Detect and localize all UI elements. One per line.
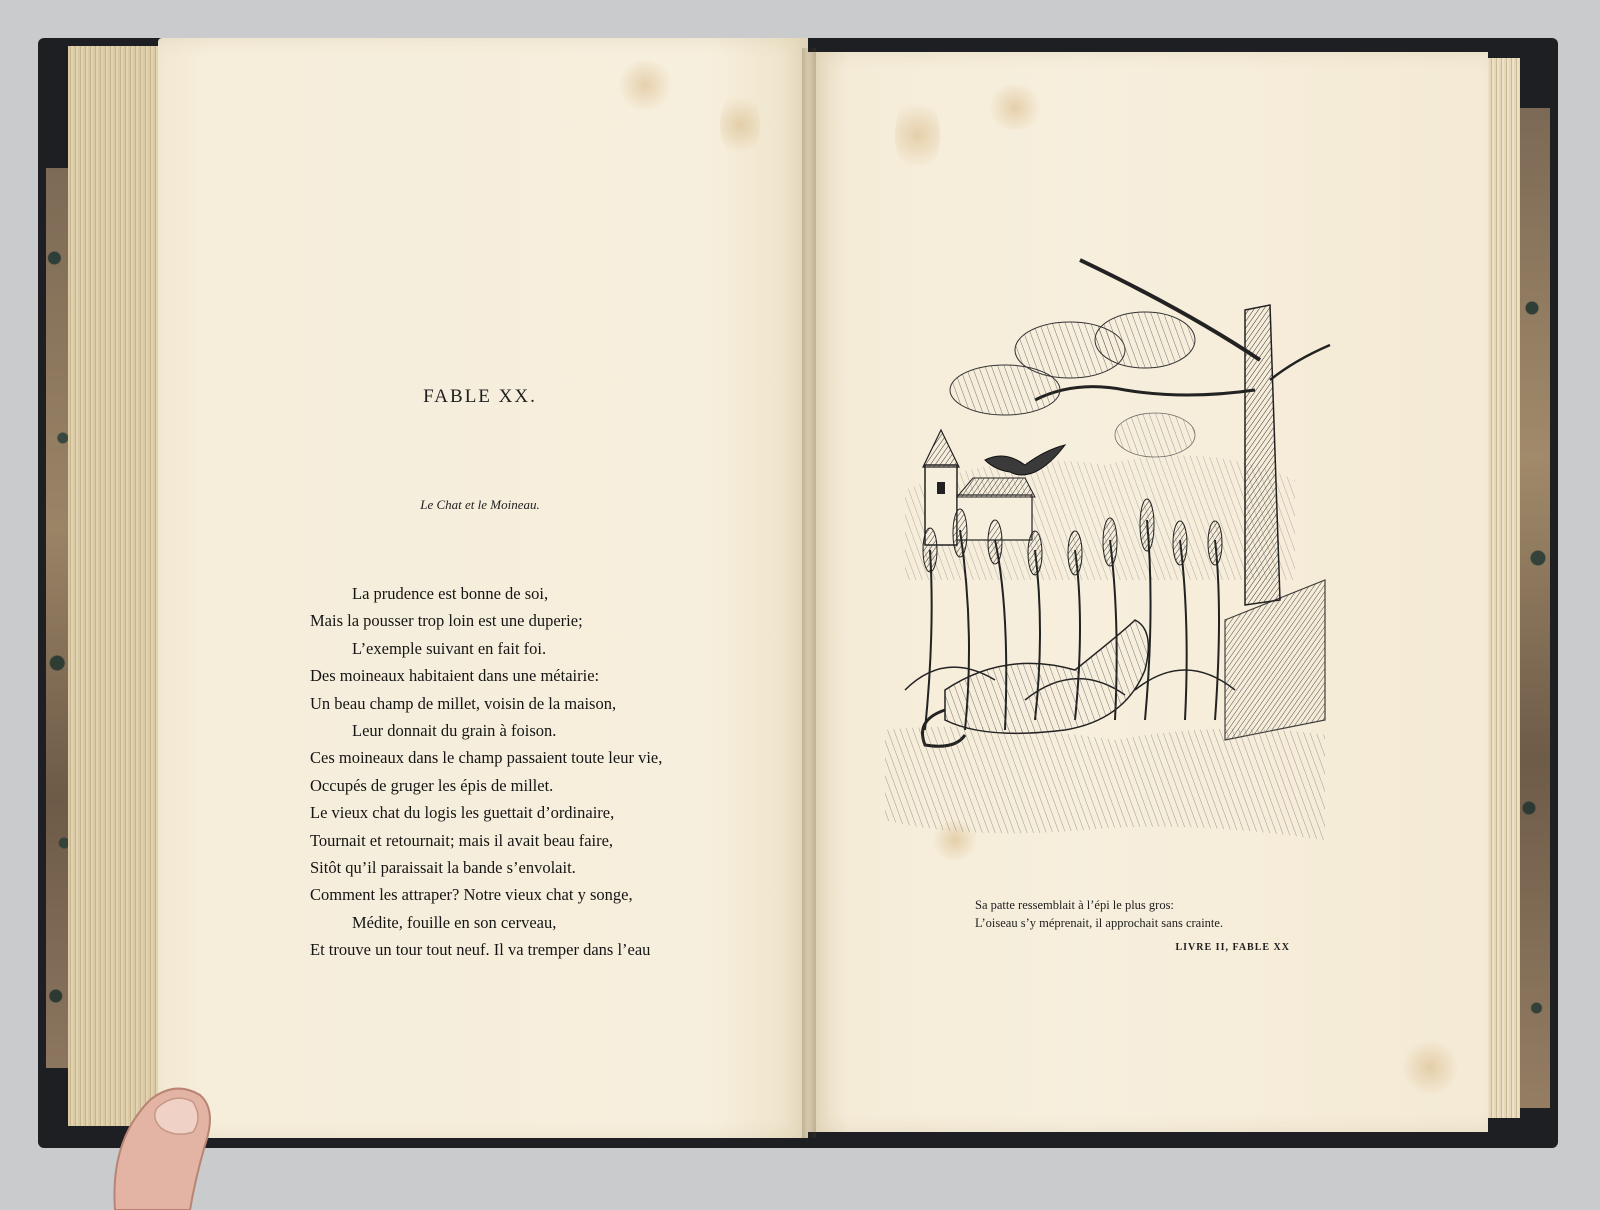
church-tower [923,430,1035,545]
caption-line: Sa patte ressemblait à l’épi le plus gros: [975,898,1174,912]
poem-line: La prudence est bonne de soi, [352,584,549,603]
engraving-illustration [885,250,1345,840]
poem-line: Ces moineaux dans le champ passaient toute leur vie, [310,748,663,768]
poem-line: Médite, fouille en son cerveau, [352,912,557,932]
caption-line: L’oiseau s’y méprenait, il approchait sans crainte. [975,916,1224,930]
poem-text [310,580,730,964]
poem-line: Leur donnait du grain à foison. [352,721,557,741]
poem-line: L’exemple suivant en fait foi. [352,638,547,658]
marbled-edge-right [1520,108,1550,1108]
poem-line: Un beau champ de millet, voisin de la maison, [310,693,617,713]
poem-line: Le vieux chat du logis les guettait d’ordinaire, [310,803,615,823]
fable-subtitle: Le Chat et le Moineau. [420,497,540,512]
poem-line: Comment les attraper? Notre vieux chat y songe, [310,885,633,905]
caption-reference: LIVRE II, FABLE XX [1175,942,1290,953]
page-edges-left [68,46,168,1126]
foxing-stain [615,60,675,110]
foxing-stain [720,90,760,160]
reader-thumb [105,1070,225,1210]
page-edges-right [1484,58,1520,1118]
poem-line: Sitôt qu’il paraissait la bande s’envolait. [310,858,576,878]
poem-line: Tournait et retournait; mais il avait beau faire, [310,830,614,850]
illustration-caption [975,896,1295,932]
poem-line: Occupés de gruger les épis de millet. [310,775,554,795]
fable-title: FABLE XX. [423,386,537,407]
book-gutter [802,48,816,1138]
poem-line: Mais la pousser trop loin est une duperie; [310,611,583,631]
foxing-stain [985,85,1045,130]
poem-line: Des moineaux habitaient dans une métairie: [310,666,600,686]
foxing-stain [1400,1040,1460,1095]
poem-line: Et trouve un tour tout neuf. Il va tremper dans l’eau [310,940,651,960]
foxing-stain [895,95,940,175]
